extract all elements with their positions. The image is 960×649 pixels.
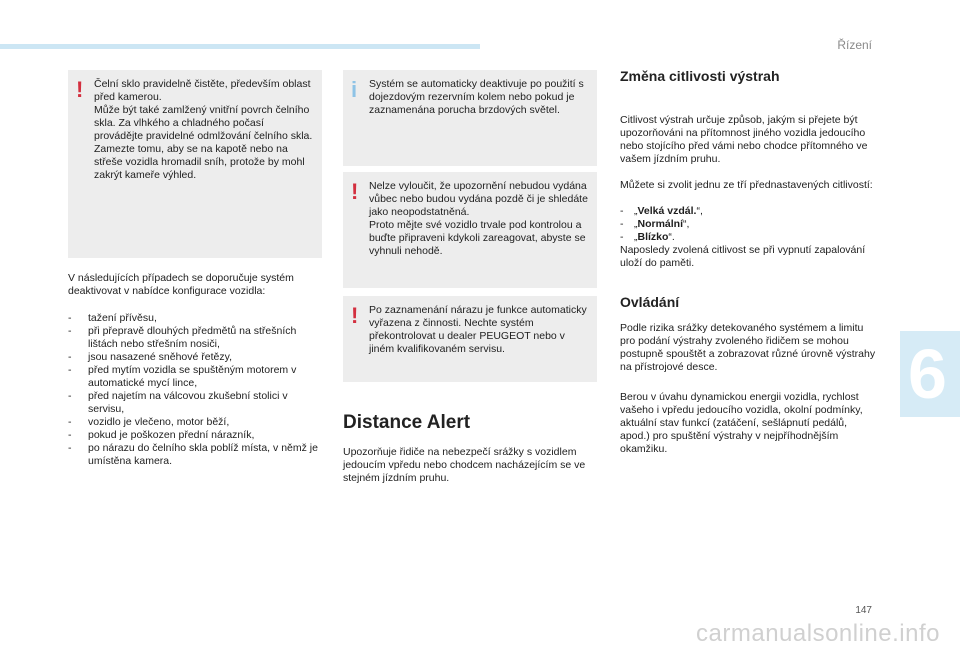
warning-icon: ! — [351, 303, 359, 328]
list-item: - „Normální“, — [620, 218, 690, 230]
sensitivity-description: Citlivost výstrah určuje způsob, jakým si přejete být upozorňováni na přítomnost jiného vozidla jedoucího nebo stojícího před vámi nebo chodce přítomného ve vašem jízdním pruhu. — [620, 114, 868, 165]
info-note-deactivation — [343, 70, 597, 166]
page-number: 147 — [855, 605, 872, 616]
list-item: - pokud je poškozen přední nárazník, — [68, 429, 255, 441]
list-item: - vozidlo je vlečeno, motor běží, — [68, 416, 230, 428]
distance-alert-description: Upozorňuje řidiče na nebezpečí srážky s vozidlem jedoucím vpředu nebo chodcem nacházejícím se ve stejném jízdním pruhu. — [343, 446, 586, 484]
list-item: - „Blízko“. — [620, 231, 675, 243]
sensitivity-options — [620, 205, 878, 244]
sensitivity-choice-intro: Můžete si zvolit jednu ze tří přednastavených citlivostí: — [620, 179, 873, 191]
list-item: - při přepravě dlouhých předmětů na střešních lištách nebo střešním nosiči, — [68, 325, 297, 350]
chapter-number: 6 — [908, 335, 947, 413]
list-item: - „Velká vzdál.“, — [620, 205, 703, 217]
note-text: Po zaznamenání nárazu je funkce automaticky vyřazena z činnosti. Nechte systém překontrolovat u dealer PEUGEOT nebo v jiném kvalifikovaném servisu. — [369, 304, 587, 355]
chapter-tab — [900, 331, 960, 417]
watermark: carmanualsonline.info — [696, 620, 940, 647]
list-item: - jsou nasazené sněhové řetězy, — [68, 351, 232, 363]
warning-note-collision — [343, 296, 597, 382]
deactivation-intro: V následujících případech se doporučuje systém deaktivovat v nabídce konfigurace vozidla: — [68, 272, 294, 297]
warning-icon: ! — [351, 179, 359, 204]
list-item: - tažení přívěsu, — [68, 312, 157, 324]
note-text: Nelze vyloučit, že upozornění nebudou vydána vůbec nebo budou vydána pozdě či je shledáte jako neopodstatněná. Proto mějte své vozidlo trvale pod kontrolou a buďte připraveni kdykoli zareagovat, abyste se vyhnuli nehodě. — [369, 180, 588, 257]
deactivation-cases — [68, 312, 322, 468]
list-item: - po nárazu do čelního skla poblíž místa, v němž je umístěna kamera. — [68, 442, 318, 467]
list-item: - před mytím vozidla se spuštěným motorem v automatické mycí lince, — [68, 364, 297, 389]
controls-factors: Berou v úvahu dynamickou energii vozidla, rychlost vašeho i vpředu jedoucího vozidla, okolní podmínky, aktuální stav funkcí (zatáčení, sešlápnutí pedálů, apod.) pro spuštění výstrahy v nejpříhodnějším okamžiku. — [620, 391, 863, 455]
info-icon: i — [351, 77, 358, 102]
controls-description: Podle rizika srážky detekovaného systémem a limitu pro podání výstrahy zvoleného řidičem se mohou postupně spouštět a zobrazovat různé úrovně výstrahy na přístrojové desce. — [620, 322, 876, 373]
list-item: - před najetím na válcovou zkušební stolici v servisu, — [68, 390, 288, 415]
note-text: Systém se automaticky deaktivuje po použití s dojezdovým rezervním kolem nebo pokud je zaznamenána porucha brzdových světel. — [369, 78, 584, 116]
heading-controls: Ovládání — [620, 294, 680, 310]
header-bar — [0, 44, 480, 49]
heading-sensitivity: Změna citlivosti výstrah — [620, 68, 780, 84]
warning-note-windscreen — [68, 70, 322, 258]
warning-note-alerts — [343, 172, 597, 288]
sensitivity-memory-note: Naposledy zvolená citlivost se při vypnutí zapalování uloží do paměti. — [620, 244, 866, 269]
note-text: Čelní sklo pravidelně čistěte, především oblast před kamerou. Může být také zamlžený vnitřní povrch čelního skla. Za vlhkého a chladného počasí provádějte pravidelné odmlžování čelního skla. Zamezte tomu, aby se na kapotě nebo na střeše vozidla hromadil sníh, protože by mohl zakrýt kameře výhled. — [94, 78, 313, 181]
section-title: Řízení — [837, 38, 872, 52]
section-heading-distance-alert: Distance Alert — [343, 412, 471, 433]
warning-icon: ! — [76, 77, 84, 102]
